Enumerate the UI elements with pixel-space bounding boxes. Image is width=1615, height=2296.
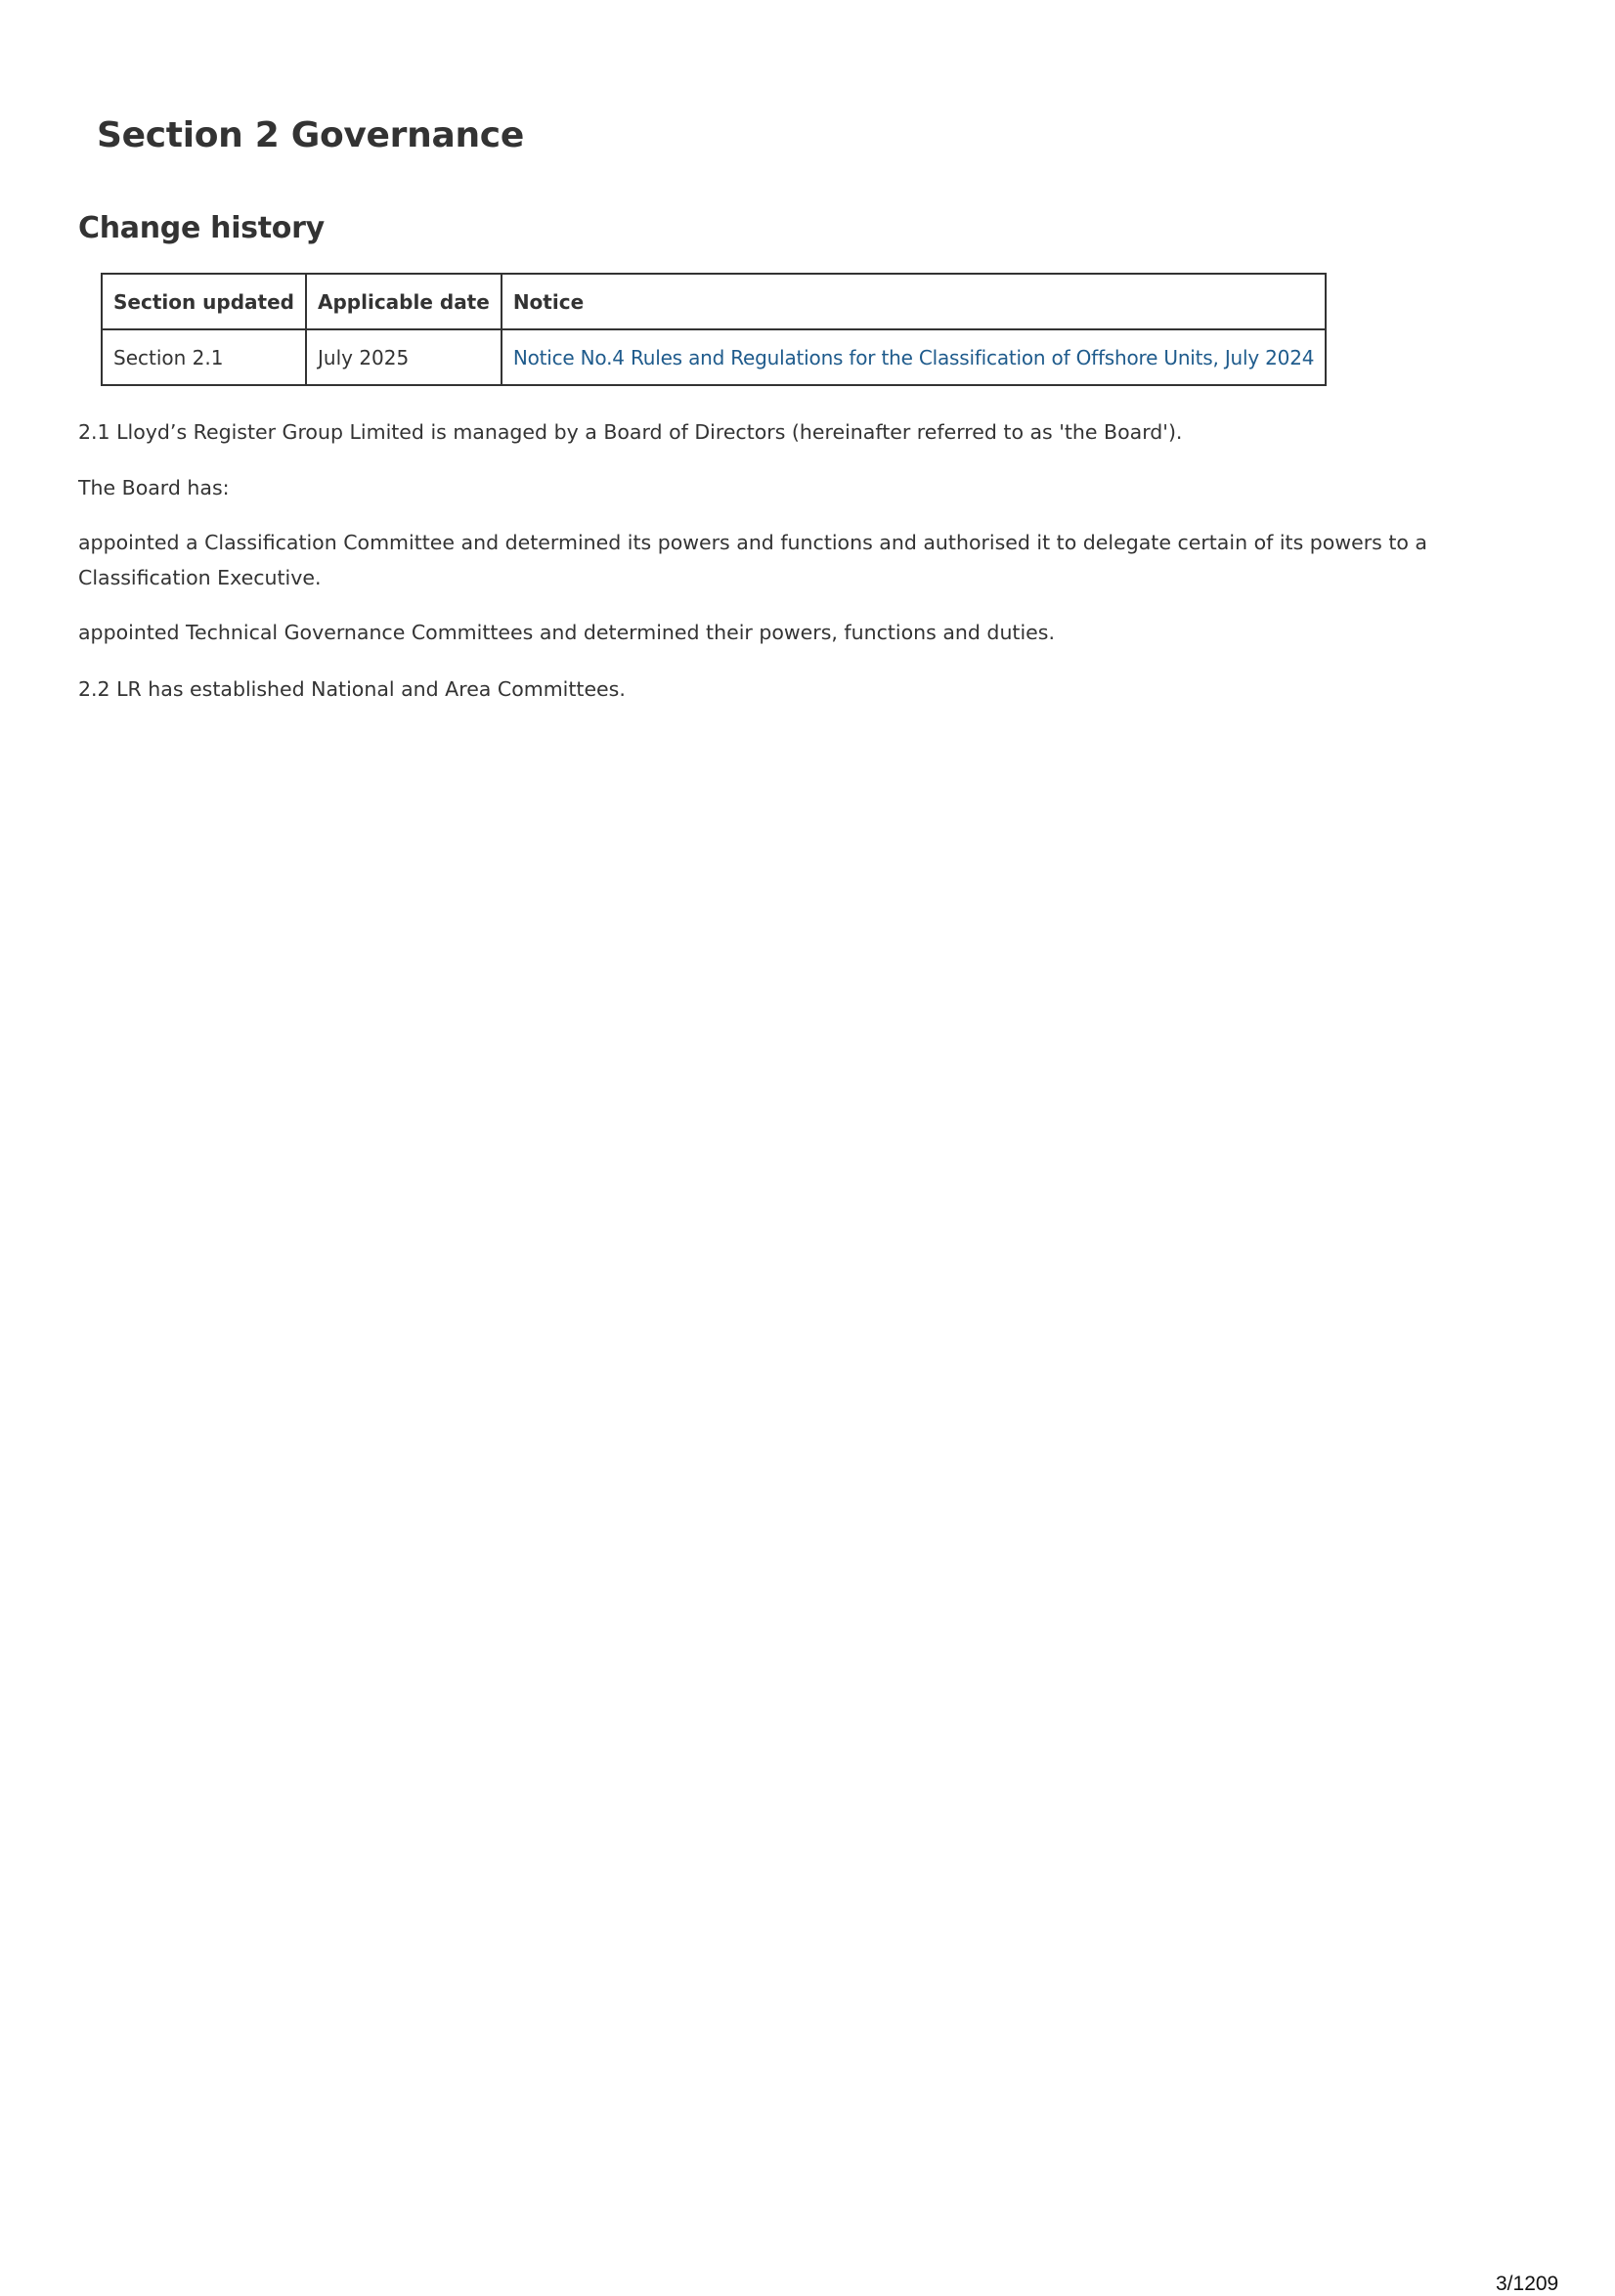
notice-link[interactable]: Notice No.4 Rules and Regulations for the Classification of Offshore Units, July 2024 xyxy=(512,345,1315,369)
header-section-updated: Section updated xyxy=(102,274,306,329)
change-history-table xyxy=(101,273,1327,386)
header-notice: Notice xyxy=(502,274,1326,329)
table-row xyxy=(102,329,1326,385)
cell-section-updated: Section 2.1 xyxy=(102,329,306,385)
section-title: Section 2 Governance xyxy=(97,115,524,155)
paragraph-board-has: The Board has: xyxy=(78,476,230,499)
paragraph-2-1: 2.1 Lloyd’s Register Group Limited is managed by a Board of Directors (hereinafter referred to as 'the Board'). xyxy=(78,420,1183,444)
header-applicable-date: Applicable date xyxy=(306,274,502,329)
change-history-heading: Change history xyxy=(78,211,325,245)
table-header-row xyxy=(102,274,1326,329)
paragraph-2-2: 2.2 LR has established National and Area Committees. xyxy=(78,677,626,701)
cell-applicable-date: July 2025 xyxy=(306,329,502,385)
cell-notice xyxy=(502,329,1326,385)
paragraph-technical-governance: appointed Technical Governance Committees and determined their powers, functions and duties. xyxy=(78,621,1055,644)
page-number: 3/1209 xyxy=(1496,2273,1559,2295)
paragraph-classification-committee: appointed a Classification Committee and determined its powers and functions and authorised it to delegate certain of its powers to a Classification Executive. xyxy=(78,531,1427,589)
